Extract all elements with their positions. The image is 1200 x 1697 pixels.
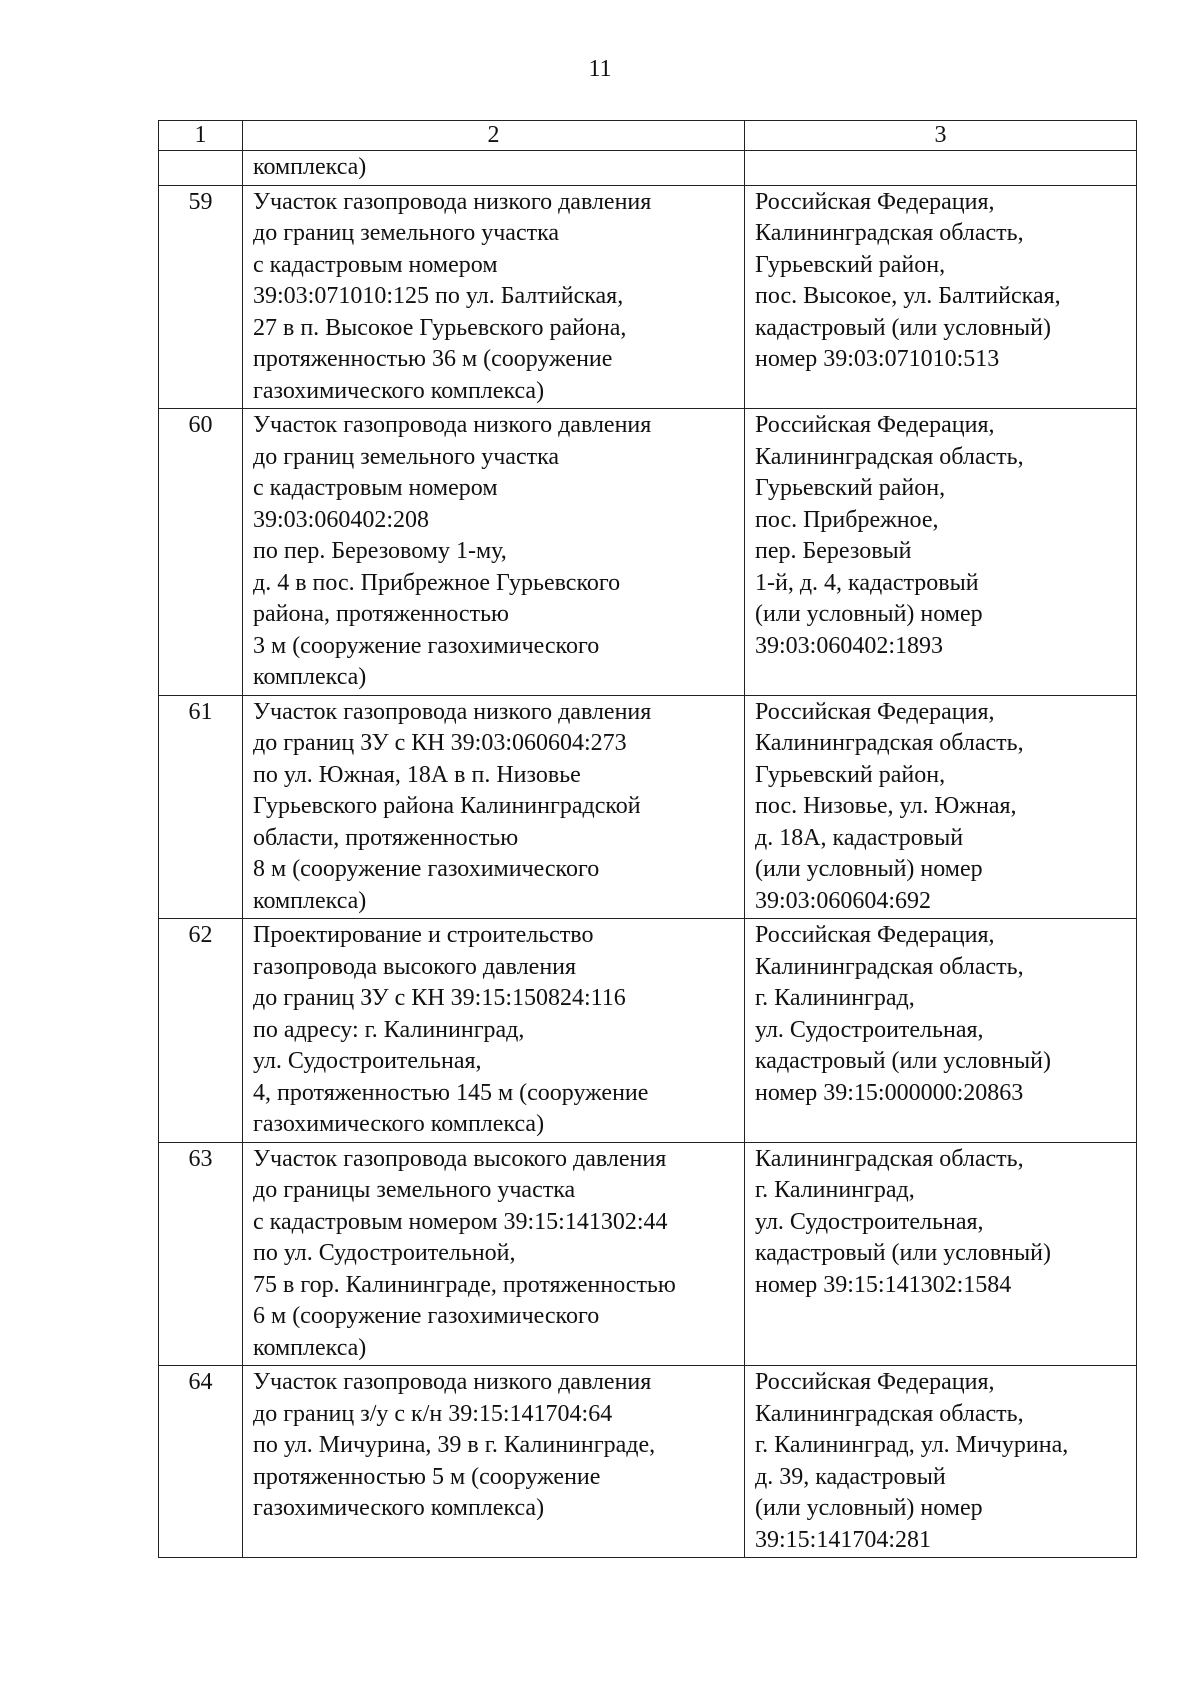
object-address-line: Гурьевский район, [755, 475, 946, 501]
object-description-line: с кадастровым номером 39:15:141302:44 [253, 1208, 668, 1235]
object-address [745, 185, 1137, 409]
row-number: 64 [159, 1366, 243, 1558]
object-address-line: Калининградская область, [755, 1400, 1024, 1427]
object-description [243, 695, 745, 919]
row-number [159, 151, 243, 186]
object-description-line: Гурьевского района Калининградской [253, 793, 641, 819]
object-address-line: г. Калининград, ул. Мичурина, [755, 1432, 1069, 1458]
object-address-line: Российская Федерация, [755, 412, 995, 438]
object-address-line: ул. Судостроительная, [755, 1208, 984, 1235]
object-description [243, 185, 745, 409]
object-description-line: Участок газопровода низкого давления [253, 1369, 652, 1395]
object-description-line: до границ з/у с к/н 39:15:141704:64 [253, 1400, 613, 1427]
page-number: 11 [588, 56, 612, 82]
object-description-line: 4, протяженностью 145 м (сооружение [253, 1079, 649, 1106]
object-description-line: до границы земельного участка [253, 1177, 576, 1203]
object-address-line: 39:03:060604:692 [755, 887, 932, 914]
object-address-line: Калининградская область, [755, 953, 1024, 980]
object-address [745, 695, 1137, 919]
object-description-line: по ул. Судостроительной, [253, 1240, 516, 1266]
object-address-line: 1-й, д. 4, кадастровый [755, 569, 979, 596]
table-row [159, 1366, 1137, 1558]
object-address-line: Российская Федерация, [755, 698, 995, 725]
object-address [745, 919, 1137, 1143]
object-address [745, 1142, 1137, 1366]
object-address [745, 1366, 1137, 1558]
object-address-line: кадастровый (или условный) [755, 1240, 1051, 1266]
object-address-line: Калининградская область, [755, 1145, 1024, 1172]
object-address-line: пос. Прибрежное, [755, 506, 939, 533]
object-address-line: Калининградская область, [755, 443, 1024, 470]
object-address-line: Российская Федерация, [755, 1369, 995, 1395]
object-description [243, 409, 745, 696]
row-number: 62 [159, 919, 243, 1143]
object-description-line: до границ ЗУ с КН 39:15:150824:116 [253, 985, 626, 1011]
object-description-line: 75 в гор. Калининграде, протяженностью [253, 1271, 676, 1298]
object-address [745, 409, 1137, 696]
object-address-line: кадастровый (или условный) [755, 314, 1051, 341]
object-address-line: Гурьевский район, [755, 761, 946, 788]
object-description-line: с кадастровым номером [253, 251, 498, 278]
object-description-line: 39:03:071010:125 по ул. Балтийская, [253, 283, 624, 309]
object-address-line: ул. Судостроительная, [755, 1016, 984, 1043]
object-address-line: Российская Федерация, [755, 188, 995, 215]
object-description-line: комплекса) [253, 664, 367, 690]
object-description-line: до границ земельного участка [253, 220, 560, 246]
object-address-line: (или условный) номер [755, 1495, 983, 1521]
table-row [159, 151, 1137, 186]
row-number: 60 [159, 409, 243, 696]
object-description-line: до границ земельного участка [253, 443, 560, 470]
object-description-line: комплекса) [253, 154, 367, 180]
object-address-line: кадастровый (или условный) [755, 1048, 1051, 1074]
object-address-line: 39:03:060402:1893 [755, 632, 944, 659]
object-address-line: пос. Высокое, ул. Балтийская, [755, 283, 1061, 309]
object-address-line: пос. Низовье, ул. Южная, [755, 793, 1017, 819]
object-description-line: комплекса) [253, 887, 367, 914]
table-row [159, 185, 1137, 409]
object-description [243, 1142, 745, 1366]
object-address-line: Гурьевский район, [755, 251, 946, 278]
object-address-line: Российская Федерация, [755, 922, 995, 948]
register-table [158, 120, 1137, 1558]
object-description-line: по ул. Мичурина, 39 в г. Калининграде, [253, 1432, 656, 1458]
object-address-line: д. 39, кадастровый [755, 1463, 946, 1490]
object-description [243, 151, 745, 186]
table-row [159, 409, 1137, 696]
object-address-line: д. 18А, кадастровый [755, 824, 964, 851]
object-address-line: номер 39:03:071010:513 [755, 346, 1000, 372]
object-description-line: газохимического комплекса) [253, 1111, 545, 1137]
object-description-line: 39:03:060402:208 [253, 506, 430, 533]
object-description-line: д. 4 в пос. Прибрежное Гурьевского [253, 569, 621, 596]
object-address-line: (или условный) номер [755, 601, 983, 627]
object-address-line: г. Калининград, [755, 1177, 915, 1203]
object-description-line: Участок газопровода низкого давления [253, 698, 652, 725]
object-address-line: пер. Березовый [755, 538, 912, 564]
object-description-line: по адресу: г. Калининград, [253, 1016, 525, 1043]
header-col-1: 1 [159, 121, 243, 151]
object-address-line: номер 39:15:000000:20863 [755, 1079, 1024, 1106]
object-description-line: 3 м (сооружение газохимического [253, 632, 600, 659]
object-address-line: 39:15:141704:281 [755, 1526, 932, 1553]
object-description-line: протяженностью 36 м (сооружение [253, 346, 613, 372]
table-row [159, 695, 1137, 919]
row-number: 61 [159, 695, 243, 919]
object-description-line: 27 в п. Высокое Гурьевского района, [253, 314, 627, 341]
object-address-line: номер 39:15:141302:1584 [755, 1271, 1012, 1298]
object-description-line: 8 м (сооружение газохимического [253, 856, 600, 882]
object-description-line: до границ ЗУ с КН 39:03:060604:273 [253, 730, 627, 756]
header-row [159, 121, 1137, 151]
object-description-line: ул. Судостроительная, [253, 1048, 482, 1074]
object-description [243, 919, 745, 1143]
object-description-line: газохимического комплекса) [253, 1495, 545, 1521]
header-col-2: 2 [243, 121, 745, 151]
object-address-line: Калининградская область, [755, 220, 1024, 246]
object-address-line: Калининградская область, [755, 730, 1024, 756]
object-description-line: 6 м (сооружение газохимического [253, 1303, 600, 1329]
object-description-line: Участок газопровода низкого давления [253, 188, 652, 215]
object-description-line: по ул. Южная, 18А в п. Низовье [253, 761, 581, 788]
header-col-3: 3 [745, 121, 1137, 151]
object-description-line: протяженностью 5 м (сооружение [253, 1463, 601, 1490]
object-description-line: Участок газопровода высокого давления [253, 1145, 667, 1172]
row-number: 63 [159, 1142, 243, 1366]
object-description-line: области, протяженностью [253, 824, 519, 851]
object-description-line: газохимического комплекса) [253, 377, 545, 404]
object-address [745, 151, 1137, 186]
object-address-line: г. Калининград, [755, 985, 915, 1011]
object-description-line: района, протяженностью [253, 601, 509, 627]
object-address-line: (или условный) номер [755, 856, 983, 882]
object-description-line: Проектирование и строительство [253, 922, 594, 948]
object-description-line: по пер. Березовому 1-му, [253, 538, 507, 564]
table-row [159, 1142, 1137, 1366]
table-row [159, 919, 1137, 1143]
object-description-line: Участок газопровода низкого давления [253, 412, 652, 438]
row-number: 59 [159, 185, 243, 409]
object-description-line: комплекса) [253, 1334, 367, 1361]
object-description-line: газопровода высокого давления [253, 953, 577, 980]
object-description [243, 1366, 745, 1558]
object-description-line: с кадастровым номером [253, 475, 498, 501]
